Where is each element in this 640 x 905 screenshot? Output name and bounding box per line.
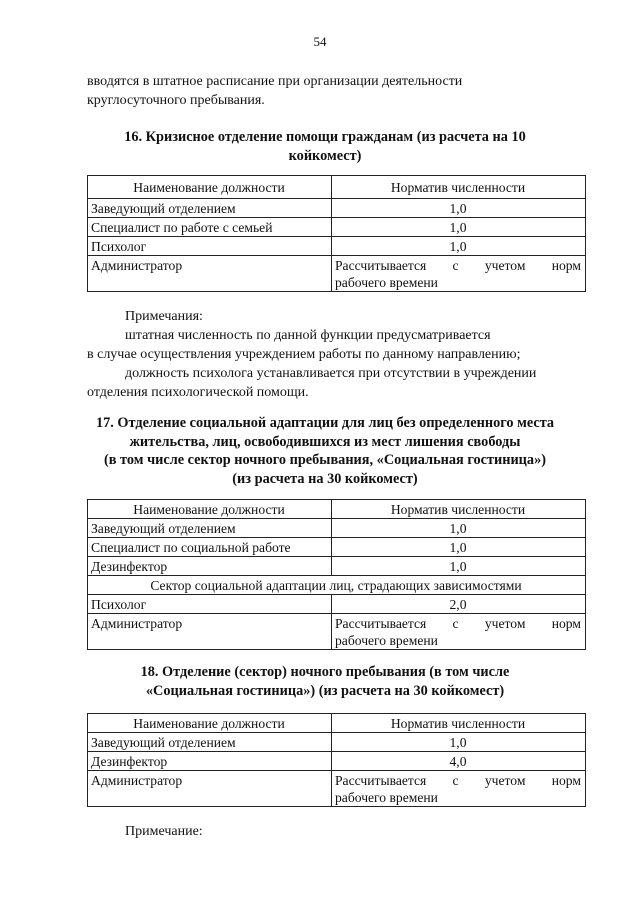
table-row bbox=[88, 199, 586, 218]
section16-title-line-2: койкомест) bbox=[288, 147, 362, 164]
table-row bbox=[88, 614, 586, 650]
table-row bbox=[88, 576, 586, 595]
intro-word: при bbox=[278, 74, 300, 89]
norm-value: 4,0 bbox=[332, 752, 586, 771]
note1-line-1 bbox=[87, 326, 567, 345]
position-name: Специалист по работе с семьей bbox=[88, 218, 332, 237]
calc-word: с bbox=[452, 616, 459, 631]
note-word: данной bbox=[274, 328, 318, 343]
position-name: Администратор bbox=[88, 614, 332, 650]
intro-word: расписание bbox=[206, 74, 275, 89]
note-title: Примечание: bbox=[125, 824, 203, 839]
section17-title-line-3: (в том числе сектор ночного пребывания, «Социальная гостиница») bbox=[104, 452, 546, 468]
section16-notes bbox=[87, 307, 567, 402]
position-name: Специалист по социальной работе bbox=[88, 538, 332, 557]
intro-word: деятельности bbox=[382, 74, 463, 89]
position-name: Заведующий отделением bbox=[88, 199, 332, 218]
calc-line-1 bbox=[335, 615, 581, 632]
table-row bbox=[88, 557, 586, 576]
notes-title: Примечания: bbox=[125, 309, 203, 324]
calc-line-2: рабочего времени bbox=[335, 633, 438, 648]
norm-calc bbox=[332, 771, 586, 807]
header-position: Наименование должности bbox=[88, 500, 332, 519]
table-row bbox=[88, 733, 586, 752]
norm-value: 1,0 bbox=[332, 237, 586, 256]
calc-word: норм bbox=[551, 773, 581, 788]
position-name: Дезинфектор bbox=[88, 557, 332, 576]
note-word: предусматривается bbox=[376, 328, 491, 343]
page-number: 54 bbox=[313, 34, 327, 49]
norm-calc bbox=[332, 256, 586, 292]
norm-value: 1,0 bbox=[332, 538, 586, 557]
table-header-row bbox=[88, 176, 586, 199]
note2-line-2: отделения психологической помощи. bbox=[87, 385, 309, 400]
table-row bbox=[88, 218, 586, 237]
header-position: Наименование должности bbox=[88, 176, 332, 199]
position-name: Психолог bbox=[88, 237, 332, 256]
table-row bbox=[88, 771, 586, 807]
note1-line-2: в случае осуществления учреждением работы по данному направлению; bbox=[87, 347, 521, 362]
norm-value: 1,0 bbox=[332, 218, 586, 237]
note-word: штатная bbox=[125, 328, 175, 343]
table-row bbox=[88, 752, 586, 771]
header-norm: Норматив численности bbox=[332, 176, 586, 199]
sector-row: Сектор социальной адаптации лиц, страдающих зависимостями bbox=[88, 576, 586, 595]
calc-line-1 bbox=[335, 772, 581, 789]
intro-word: вводятся bbox=[87, 74, 140, 89]
note-word: по bbox=[256, 328, 271, 343]
header-norm: Норматив численности bbox=[332, 714, 586, 733]
section17-table bbox=[87, 499, 586, 650]
table-header-row bbox=[88, 714, 586, 733]
position-name: Заведующий отделением bbox=[88, 733, 332, 752]
calc-word: учетом bbox=[484, 773, 526, 788]
norm-value: 1,0 bbox=[332, 557, 586, 576]
calc-word: Рассчитывается bbox=[335, 616, 427, 631]
note-word: функции bbox=[320, 328, 374, 343]
calc-word: норм bbox=[551, 258, 581, 273]
intro-line-1 bbox=[87, 72, 567, 91]
calc-word: норм bbox=[551, 616, 581, 631]
norm-calc bbox=[332, 614, 586, 650]
norm-value: 1,0 bbox=[332, 733, 586, 752]
intro-word: штатное bbox=[152, 74, 203, 89]
norm-value: 1,0 bbox=[332, 199, 586, 218]
position-name: Администратор bbox=[88, 771, 332, 807]
norm-value: 2,0 bbox=[332, 595, 586, 614]
position-name: Психолог bbox=[88, 595, 332, 614]
position-name: Администратор bbox=[88, 256, 332, 292]
calc-line-2: рабочего времени bbox=[335, 790, 438, 805]
note-word: численность bbox=[177, 328, 253, 343]
section17-title-line-4: (из расчета на 30 койкомест) bbox=[232, 470, 418, 487]
header-norm: Норматив численности bbox=[332, 500, 586, 519]
position-name: Заведующий отделением bbox=[88, 519, 332, 538]
table-row bbox=[88, 237, 586, 256]
table-row bbox=[88, 519, 586, 538]
calc-word: учетом bbox=[484, 616, 526, 631]
calc-word: с bbox=[452, 773, 459, 788]
norm-value: 1,0 bbox=[332, 519, 586, 538]
position-name: Дезинфектор bbox=[88, 752, 332, 771]
section16-title-line-1: 16. Кризисное отделение помощи гражданам (из расчета на 10 bbox=[124, 129, 526, 145]
calc-word: Рассчитывается bbox=[335, 773, 427, 788]
section17-title-line-1: 17. Отделение социальной адаптации для лиц без определенного места bbox=[95, 415, 555, 431]
section16-table bbox=[87, 175, 586, 292]
calc-line-1 bbox=[335, 257, 581, 274]
section17-heading bbox=[70, 414, 580, 488]
calc-word: учетом bbox=[484, 258, 526, 273]
section18-table bbox=[87, 713, 586, 807]
section18-heading bbox=[70, 663, 580, 700]
section18-title-line-2: «Социальная гостиница») (из расчета на 30 койкомест) bbox=[145, 682, 505, 699]
intro-paragraph bbox=[87, 72, 567, 110]
intro-word: организации bbox=[303, 74, 379, 89]
note2-line-1: должность психолога устанавливается при отсутствии в учреждении bbox=[125, 366, 537, 381]
intro-line-2: круглосуточного пребывания. bbox=[87, 93, 265, 108]
section18-note bbox=[87, 822, 567, 841]
table-header-row bbox=[88, 500, 586, 519]
section17-title-line-2: жительства, лиц, освободившихся из мест лишения свободы bbox=[129, 433, 521, 450]
section16-heading bbox=[70, 128, 580, 165]
intro-word: в bbox=[142, 74, 150, 89]
table-row bbox=[88, 538, 586, 557]
section18-title-line-1: 18. Отделение (сектор) ночного пребывания (в том числе bbox=[140, 664, 510, 680]
table-row bbox=[88, 256, 586, 292]
calc-word: Рассчитывается bbox=[335, 258, 427, 273]
calc-line-2: рабочего времени bbox=[335, 275, 438, 290]
table-row bbox=[88, 595, 586, 614]
calc-word: с bbox=[452, 258, 459, 273]
header-position: Наименование должности bbox=[88, 714, 332, 733]
